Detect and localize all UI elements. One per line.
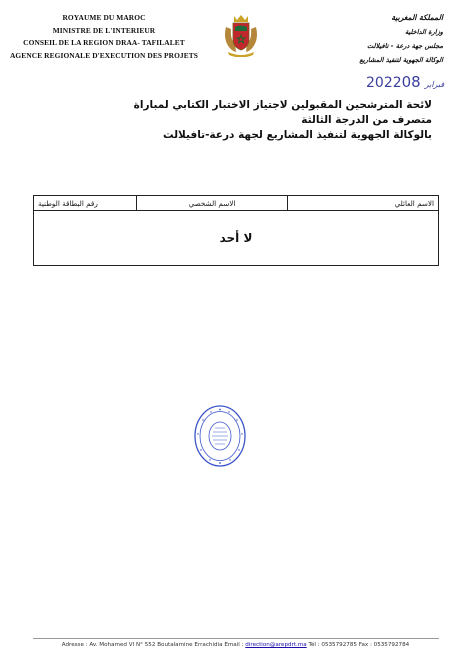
agency-label-ar: الوكالة الجهوية لتنفيذ المشاريع	[359, 56, 443, 64]
footer-address: Adresse : Av. Mohamed VI N° 552 Boutalamine Errachidia Email :	[61, 642, 246, 648]
title-line-2: متصرف من الدرجة الثالثة	[301, 114, 432, 126]
column-header-family-name: الاسم العائلي	[288, 196, 439, 211]
council-label: CONSEIL DE LA REGION DRAA- TAFILALET	[23, 38, 185, 47]
footer-divider	[33, 638, 439, 639]
header-right-arabic	[323, 11, 443, 67]
column-header-first-name: الاسم الشخصي	[137, 196, 288, 211]
ministry-label: MINISTRE DE L'INTERIEUR	[52, 25, 156, 35]
council-label-ar: مجلس جهة درعة - تافيلالت	[367, 42, 443, 50]
column-header-national-id: رقم البطاقة الوطنية	[34, 196, 137, 211]
official-round-stamp-icon	[193, 404, 247, 468]
agency-label: AGENCE REGIONALE D'EXECUTION DES PROJETS	[10, 50, 198, 60]
moroccan-coat-of-arms-icon	[222, 13, 260, 57]
footer-email-link[interactable]: direction@arepdrt.ma	[245, 642, 307, 648]
date-year: 2022	[366, 75, 402, 91]
candidates-table	[33, 195, 439, 266]
footer-contact	[0, 642, 471, 648]
title-line-3: بالوكالة الجهوية لتنفيذ المشاريع لجهة درعة-تافيلالت	[163, 129, 432, 141]
kingdom-label: ROYAUME DU MAROC	[62, 13, 146, 22]
kingdom-label-ar: المملكة المغربية	[391, 13, 443, 22]
table-row	[34, 211, 439, 266]
ministry-label-ar: وزارة الداخلية	[404, 28, 443, 36]
date-month: فبراير	[424, 80, 445, 89]
header-left-french	[6, 12, 202, 62]
date-day: 08	[401, 73, 421, 91]
empty-result-message: لا أحد	[34, 211, 439, 266]
title-line-1: لائحة المترشحين المقبولين لاجتياز الاختبار الكتابي لمباراة	[133, 99, 432, 111]
footer-phones: Tél : 0535792785 Fax : 0535792784	[306, 642, 410, 648]
table-header-row	[34, 196, 439, 211]
document-title	[92, 98, 432, 143]
handwritten-date	[366, 72, 448, 91]
